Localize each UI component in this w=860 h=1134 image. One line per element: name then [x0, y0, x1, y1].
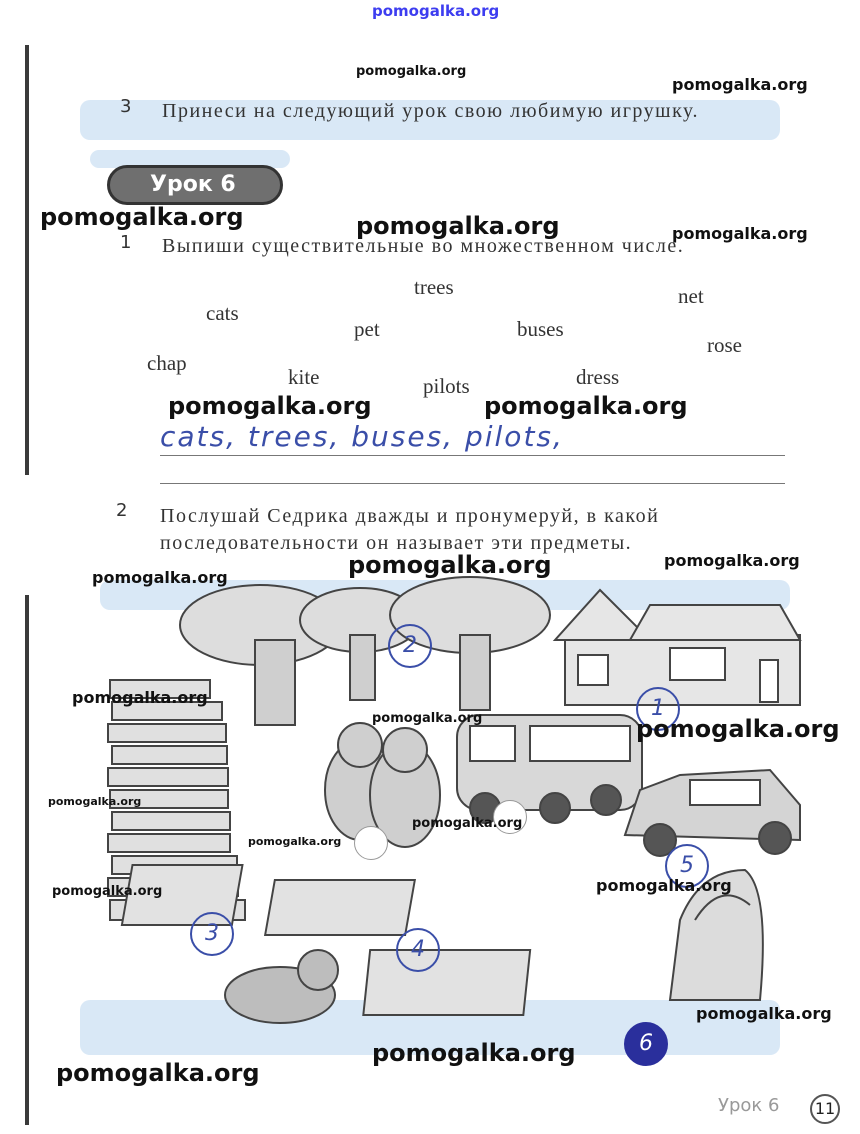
- watermark: pomogalka.org: [248, 835, 342, 848]
- watermark: pomogalka.org: [356, 212, 560, 240]
- word-dress: dress: [576, 365, 620, 389]
- task2-instruction-line1: Послушай Седрика дважды и пронумеруй, в какой: [160, 505, 660, 527]
- watermark: pomogalka.org: [636, 715, 840, 743]
- watermark: pomogalka.org: [92, 568, 228, 587]
- word-pet: pet: [354, 317, 380, 341]
- mark-books[interactable]: 3: [190, 912, 234, 956]
- dog-illustration: [225, 950, 338, 1023]
- word-net: net: [678, 284, 704, 308]
- watermark: pomogalka.org: [356, 64, 467, 79]
- car-illustration: [625, 770, 800, 856]
- watermark: pomogalka.org: [412, 816, 523, 831]
- watermark: pomogalka.org: [672, 75, 808, 94]
- watermark: pomogalka.org: [664, 551, 800, 570]
- word-cats: cats: [206, 301, 239, 325]
- house-illustration: [555, 590, 800, 705]
- task2-instruction-line2: последовательности он называет эти предметы.: [160, 532, 633, 554]
- watermark: pomogalka.org: [696, 1004, 832, 1023]
- word-trees: trees: [414, 275, 454, 299]
- mark-house[interactable]: 1: [636, 687, 680, 731]
- lesson-title: Урок 6: [150, 172, 236, 197]
- task1-handwritten-answer[interactable]: cats, trees, buses, pilots,: [160, 420, 564, 453]
- watermark: pomogalka.org: [484, 392, 688, 420]
- task1-number: 1: [120, 232, 132, 253]
- watermark: pomogalka.org: [56, 1059, 260, 1087]
- watermark: pomogalka.org: [168, 392, 372, 420]
- footer-lesson: Урок 6: [718, 1095, 780, 1116]
- word-kite: kite: [288, 365, 320, 389]
- watermark: pomogalka.org: [372, 711, 483, 726]
- word-rose: rose: [707, 333, 742, 357]
- mark-bag[interactable]: 6: [624, 1022, 668, 1066]
- site-header-link[interactable]: pomogalka.org: [372, 2, 500, 20]
- page-number: 11: [810, 1094, 840, 1124]
- prev-task-number: 3: [120, 96, 132, 117]
- answer-circle-blank[interactable]: [354, 826, 388, 860]
- task2-number: 2: [116, 500, 128, 521]
- watermark: pomogalka.org: [348, 551, 552, 579]
- watermark: pomogalka.org: [72, 688, 208, 707]
- watermark: pomogalka.org: [40, 203, 244, 231]
- mark-car[interactable]: 5: [665, 844, 709, 888]
- watermark: pomogalka.org: [672, 224, 808, 243]
- word-pilots: pilots: [423, 374, 470, 398]
- watermark: pomogalka.org: [52, 884, 163, 899]
- word-chap: chap: [147, 351, 187, 375]
- bus-illustration: [457, 715, 642, 823]
- mark-beds[interactable]: 4: [396, 928, 440, 972]
- task1-instruction: Выпиши существительные во множественном числе.: [162, 235, 685, 257]
- trees-illustration: [180, 577, 550, 725]
- watermark: pomogalka.org: [596, 876, 732, 895]
- word-buses: buses: [517, 317, 564, 341]
- watermark: pomogalka.org: [48, 795, 142, 808]
- watermark: pomogalka.org: [372, 1039, 576, 1067]
- prev-task-text: Принеси на следующий урок свою любимую игрушку.: [162, 100, 699, 122]
- mark-trees[interactable]: 2: [388, 624, 432, 668]
